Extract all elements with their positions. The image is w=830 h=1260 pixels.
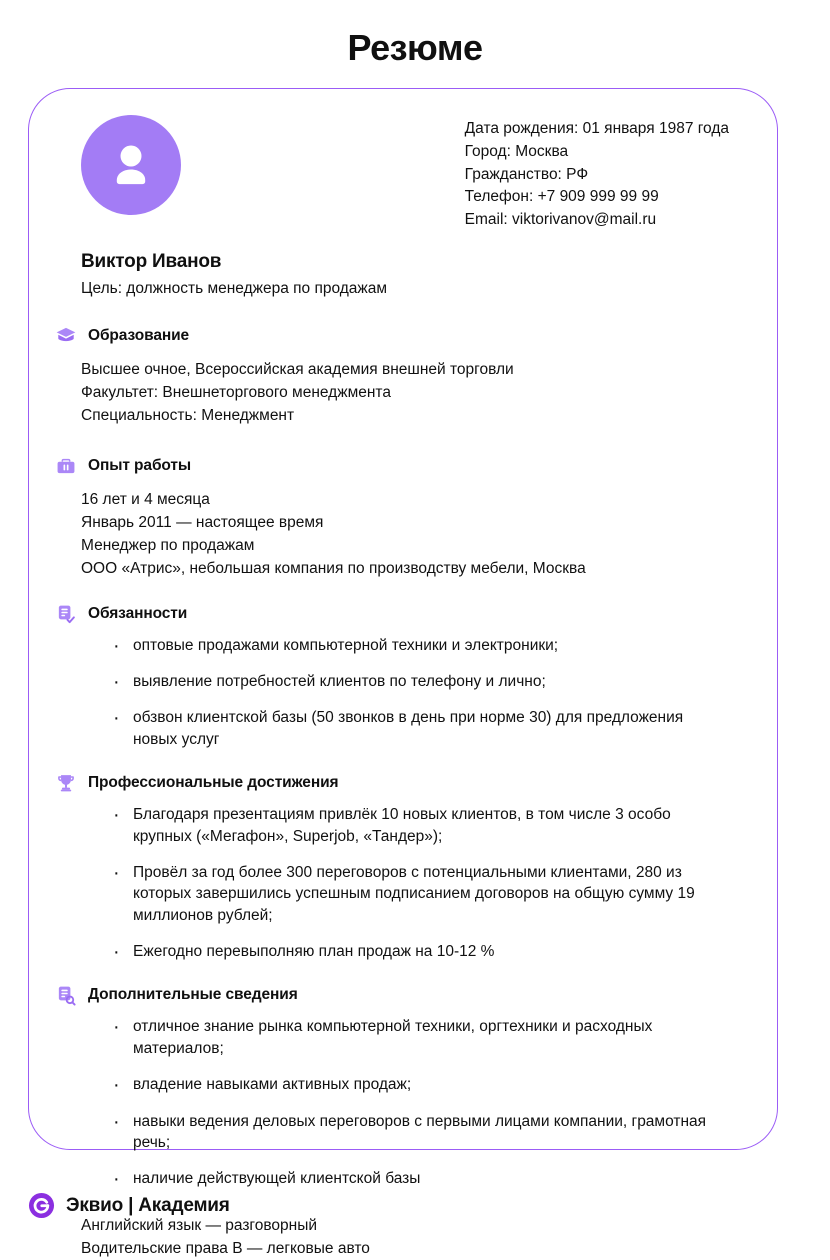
- experience-line: Январь 2011 — настоящее время: [81, 513, 324, 531]
- resume-header: [81, 115, 731, 232]
- document-check-icon: [55, 603, 77, 625]
- ekvio-logo-icon: [28, 1192, 55, 1219]
- person-goal: Цель: должность менеджера по продажам: [81, 279, 388, 297]
- section-experience-body: [81, 488, 731, 581]
- list-item: · Провёл за год более 300 переговоров с потенциальными клиентами, 280 из которых завершились успешным подписанием договоров на общую сумму 19 миллионов рублей;: [111, 862, 731, 926]
- section-education: [81, 325, 731, 428]
- experience-line: ООО «Атрис», небольшая компания по производству мебели, Москва: [81, 560, 586, 578]
- trophy-icon: [55, 772, 77, 794]
- closing-block: [81, 1214, 731, 1260]
- graduation-cap-icon: [55, 325, 77, 347]
- footer-brand: [28, 1192, 230, 1219]
- education-line: Факультет: Внешнеторгового менеджмента: [81, 384, 391, 402]
- contact-phone: Телефон: +7 909 999 99 99: [464, 188, 659, 206]
- section-achievements: [81, 772, 731, 962]
- section-achievements-list: [81, 804, 731, 962]
- list-item: · оптовые продажами компьютерной техники и электроники;: [111, 635, 731, 656]
- briefcase-icon: [55, 455, 77, 477]
- section-additional: [81, 984, 731, 1189]
- person-avatar-icon: [105, 139, 157, 191]
- section-experience-title: Опыт работы: [88, 456, 192, 474]
- page-title: Резюме: [347, 27, 483, 68]
- contact-citizenship: Гражданство: РФ: [464, 165, 589, 183]
- list-item: · владение навыками активных продаж;: [111, 1074, 731, 1095]
- contact-birthdate: Дата рождения: 01 января 1987 года: [464, 120, 729, 137]
- list-item: · Ежегодно перевыполняю план продаж на 10-12 %: [111, 941, 731, 962]
- document-search-icon: [55, 984, 77, 1006]
- section-experience-header: [55, 455, 731, 477]
- contact-details: [465, 115, 729, 232]
- section-education-header: [55, 325, 731, 347]
- section-education-body: [81, 358, 731, 428]
- list-item: · наличие действующей клиентской базы: [111, 1168, 731, 1189]
- list-item: · отличное знание рынка компьютерной техники, оргтехники и расходных материалов;: [111, 1016, 731, 1059]
- section-duties-list: [81, 635, 731, 751]
- section-duties-title: Обязанности: [88, 604, 188, 622]
- list-item: · навыки ведения деловых переговоров с первыми лицами компании, грамотная речь;: [111, 1111, 731, 1154]
- avatar: [81, 115, 181, 215]
- section-education-title: Образование: [88, 326, 190, 344]
- section-achievements-title: Профессиональные достижения: [88, 774, 339, 792]
- list-item: · выявление потребностей клиентов по телефону и лично;: [111, 671, 731, 692]
- experience-line: Менеджер по продажам: [81, 537, 255, 555]
- section-additional-list: [81, 1016, 731, 1189]
- section-additional-header: [55, 984, 731, 1006]
- identity-block: [81, 251, 731, 298]
- education-line: Высшее очное, Всероссийская академия внешней торговли: [81, 360, 514, 378]
- section-experience: [81, 455, 731, 581]
- list-item: · обзвон клиентской базы (50 звонков в день при норме 30) для предложения новых услуг: [111, 707, 731, 750]
- education-line: Специальность: Менеджмент: [81, 407, 295, 425]
- section-achievements-header: [55, 772, 731, 794]
- closing-license: Водительские права B — легковые авто: [81, 1239, 370, 1257]
- footer-brand-label: Эквио | Академия: [66, 1194, 230, 1216]
- section-duties-header: [55, 603, 731, 625]
- section-duties: [81, 603, 731, 751]
- closing-language: Английский язык — разговорный: [81, 1216, 318, 1234]
- contact-email: Email: viktorivanov@mail.ru: [464, 211, 657, 229]
- section-additional-title: Дополнительные сведения: [88, 986, 298, 1004]
- person-name: Виктор Иванов: [81, 250, 222, 272]
- contact-city: Город: Москва: [464, 142, 569, 160]
- list-item: · Благодаря презентациям привлёк 10 новых клиентов, в том числе 3 особо крупных («Мегафон», Superjob, «Тандер»);: [111, 804, 731, 847]
- experience-line: 16 лет и 4 месяца: [81, 490, 210, 508]
